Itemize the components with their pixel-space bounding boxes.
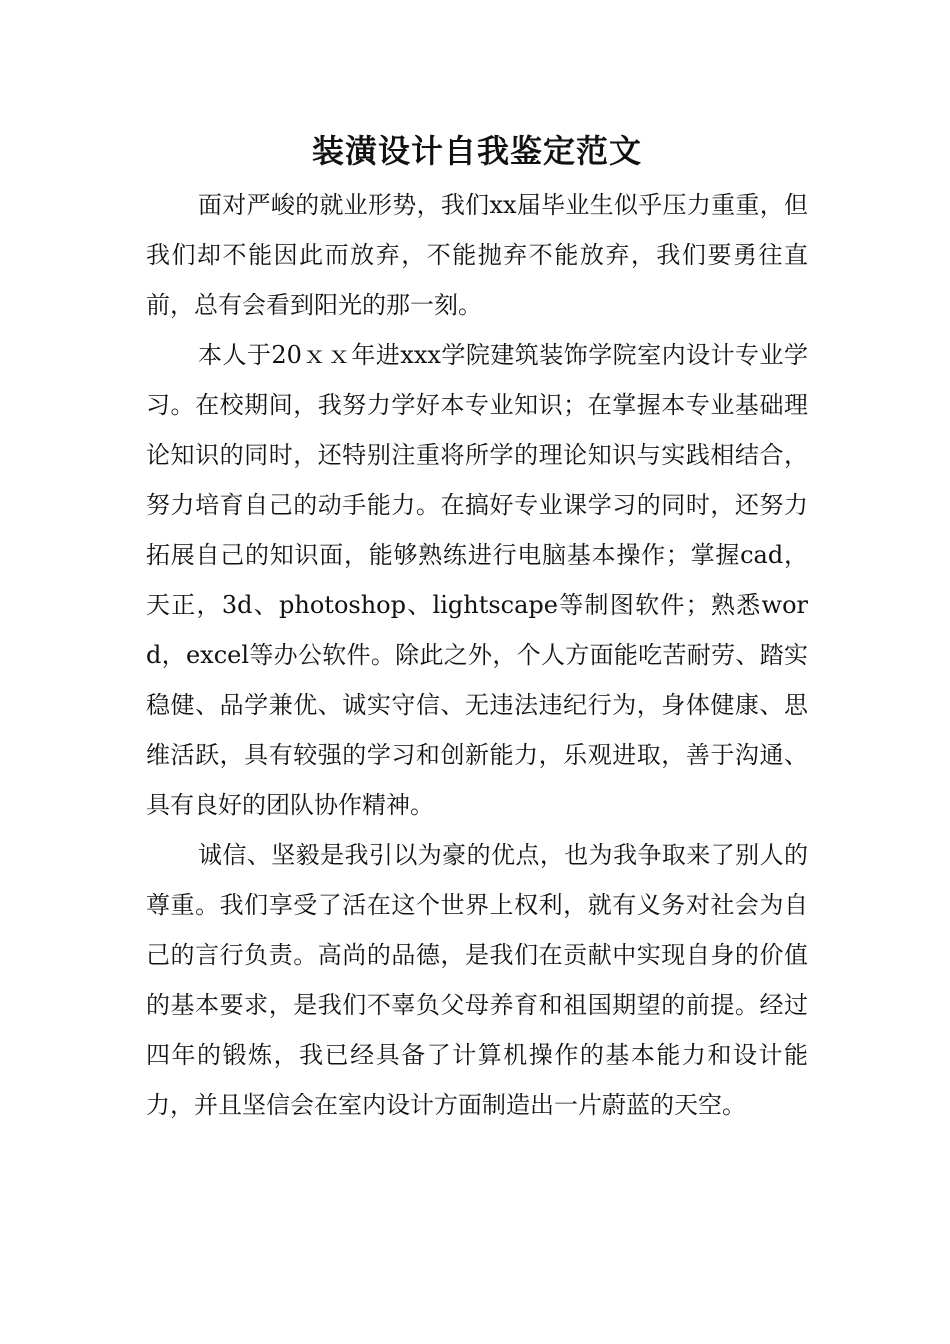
document-body [146,126,808,1130]
document-title: 装潢设计自我鉴定范文 [311,132,642,170]
paragraph-2: 本人于20ｘｘ年进xxx学院建筑装饰学院室内设计专业学习。在校期间，我努力学好本专业知识；在掌握本专业基础理论知识的同时，还特别注重将所学的理论知识与实践相结合，努力培育自己的动手能力。在搞好专业课学习的同时，还努力拓展自己的知识面，能够熟练进行电脑基本操作；掌握cad，天正，3d、photoshop、lightscape等制图软件；熟悉word，excel等办公软件。除此之外，个人方面能吃苦耐劳、踏实稳健、品学兼优、诚实守信、无违法违纪行为，身体健康、思维活跃，具有较强的学习和创新能力，乐观进取，善于沟通、具有良好的团队协作精神。 [146,341,808,819]
paragraph-3: 诚信、坚毅是我引以为豪的优点，也为我争取来了别人的尊重。我们享受了活在这个世界上权利，就有义务对社会为自己的言行负责。高尚的品德，是我们在贡献中实现自身的价值的基本要求，是我们不辜负父母养育和祖国期望的前提。经过四年的锻炼，我已经具备了计算机操作的基本能力和设计能力，并且坚信会在室内设计方面制造出一片蔚蓝的天空。 [146,841,808,1119]
paragraph-1: 面对严峻的就业形势，我们xx届毕业生似乎压力重重，但我们却不能因此而放弃，不能抛弃不能放弃，我们要勇往直前，总有会看到阳光的那一刻。 [146,191,808,319]
